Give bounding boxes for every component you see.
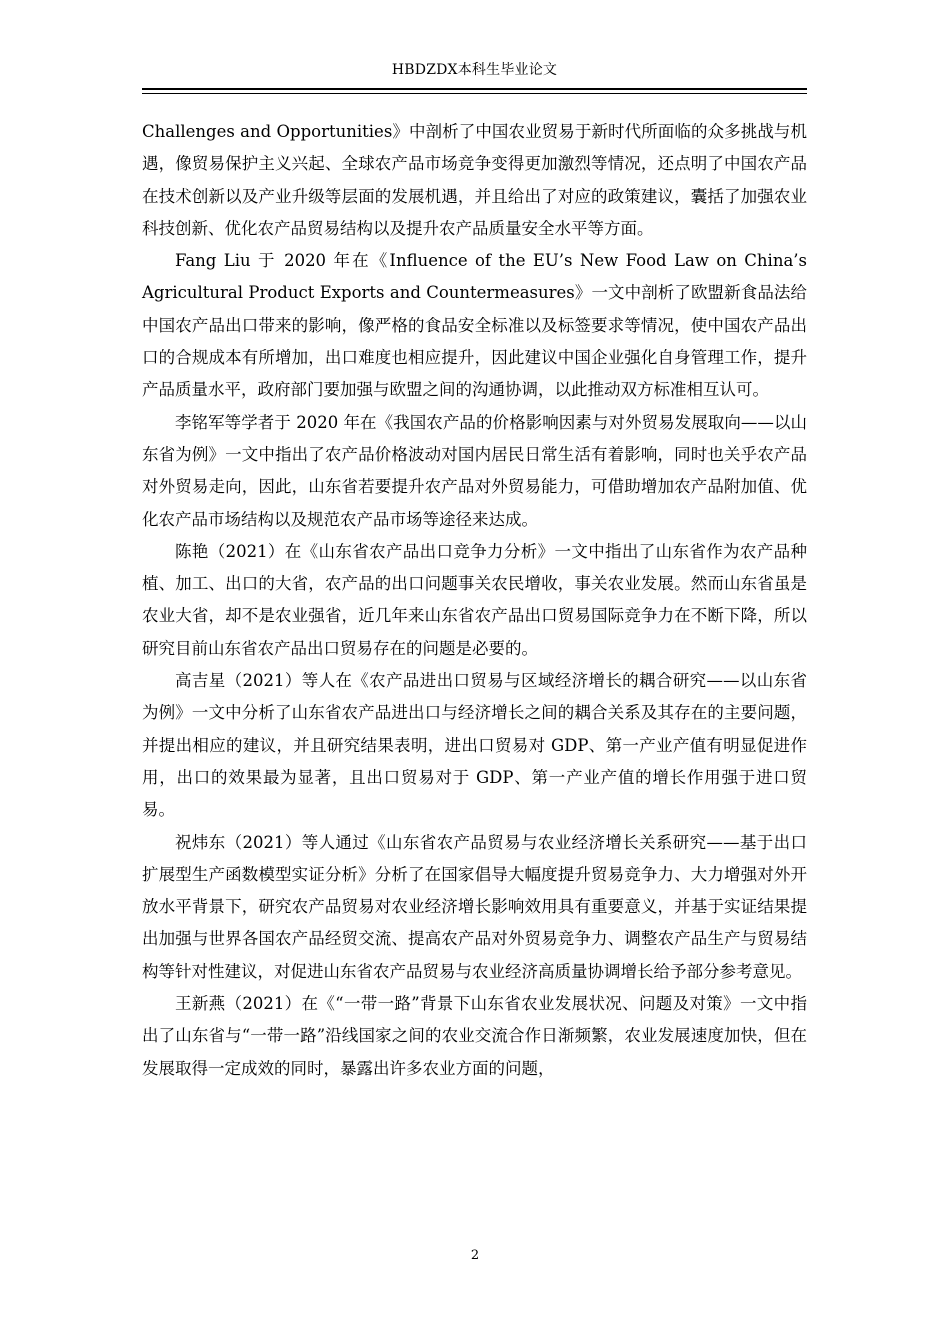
paragraph-chen-yan: 陈艳（2021）在《山东省农产品出口竞争力分析》一文中指出了山东省作为农产品种植、加工、出口的大省，农产品的出口问题事关农民增收，事关农业发展。然而山东省虽是农业大省，却不是农业强省，近几年来山东省农产品出口贸易国际竞争力在不断下降，所以研究目前山东省农产品出口贸易存在的问题是必要的。	[142, 541, 807, 658]
header-rule-thin	[142, 93, 807, 94]
page-number: 2	[470, 1248, 480, 1263]
body-text	[142, 116, 807, 1085]
paragraph-gao-jixing: 高吉星（2021）等人在《农产品进出口贸易与区域经济增长的耦合研究——以山东省为例》一文中分析了山东省农产品进出口与经济增长之间的耦合关系及其存在的主要问题，并提出相应的建议，并且研究结果表明，进出口贸易对 GDP、第一产业产值有明显促进作用，出口的效果最为显著，且出口贸易对于 GDP、第一产业产值的增长作用强于进口贸易。	[142, 671, 807, 820]
header-rule-thick	[142, 88, 807, 90]
page-header-title: HBDZDX本科生毕业论文	[391, 62, 558, 78]
paragraph-li-mingjun: 李铭军等学者于 2020 年在《我国农产品的价格影响因素与对外贸易发展取向——以山东省为例》一文中指出了农产品价格波动对国内居民日常生活有着影响，同时也关乎农产品对外贸易走向，因此，山东省若要提升农产品对外贸易能力，可借助增加农产品附加值、优化农产品市场结构以及规范农产品市场等途径来达成。	[142, 412, 807, 529]
paragraph-fang-liu: Fang Liu 于 2020 年在《Influence of the EU’s New Food Law on China’s Agricultural Product Exports and Countermeasures》一文中剖析了欧盟新食品法给中国农产品出口带来的影响，像严格的食品安全标准以及标签要求等情况，使中国农产品出口的合规成本有所增加，出口难度也相应提升，因此建议中国企业强化自身管理工作，提升产品质量水平，政府部门要加强与欧盟之间的沟通协调，以此推动双方标准相互认可。	[142, 251, 807, 400]
paragraph-wang-xinyan: 王新燕（2021）在《“一带一路”背景下山东省农业发展状况、问题及对策》一文中指出了山东省与“一带一路”沿线国家之间的农业交流合作日渐频繁，农业发展速度加快，但在发展取得一定成效的同时，暴露出许多农业方面的问题，	[142, 994, 807, 1078]
paragraph-zhu-weidong: 祝炜东（2021）等人通过《山东省农产品贸易与农业经济增长关系研究——基于出口扩展型生产函数模型实证分析》分析了在国家倡导大幅度提升贸易竞争力、大力增强对外开放水平背景下，研究农产品贸易对农业经济增长影响效用具有重要意义，并基于实证结果提出加强与世界各国农产品经贸交流、提高农产品对外贸易竞争力、调整农产品生产与贸易结构等针对性建议，对促进山东省农产品贸易与农业经济高质量协调增长给予部分参考意见。	[142, 832, 807, 981]
paragraph-continuation: Challenges and Opportunities》中剖析了中国农业贸易于新时代所面临的众多挑战与机遇，像贸易保护主义兴起、全球农产品市场竞争变得更加激烈等情况，还点明了中国农产品在技术创新以及产业升级等层面的发展机遇，并且给出了对应的政策建议，囊括了加强农业科技创新、优化农产品贸易结构以及提升农产品质量安全水平等方面。	[142, 122, 807, 238]
